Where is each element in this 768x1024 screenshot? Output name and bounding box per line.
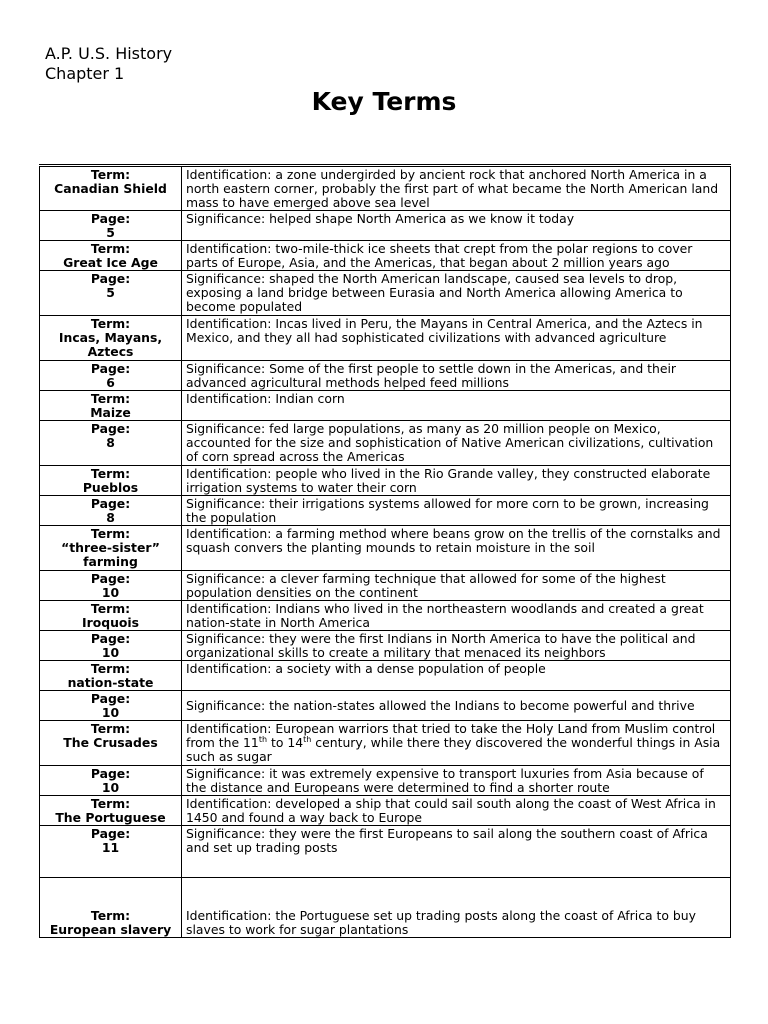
table-row xyxy=(40,166,731,211)
cell-label: Page: xyxy=(90,496,131,511)
table-row xyxy=(40,601,731,631)
cell-label: Page: xyxy=(90,691,131,706)
identification-cell: Identification: Indians who lived in the northeastern woodlands and created a great nation-state in North America xyxy=(182,601,731,631)
table-row xyxy=(40,796,731,826)
superscript: th xyxy=(258,734,268,744)
table-row xyxy=(40,691,731,721)
cell-text: to 14 xyxy=(267,735,304,750)
cell-value: 10 xyxy=(101,780,120,795)
cell-label: Term: xyxy=(90,661,131,676)
significance-cell xyxy=(182,691,731,721)
table-row xyxy=(40,271,731,316)
cell-label: Term: xyxy=(90,908,131,923)
identification-cell: Identification: the Portuguese set up trading posts along the coast of Africa to buy slaves to work for sugar plantations xyxy=(182,878,731,938)
table-row xyxy=(40,211,731,241)
significance-cell: Significance: it was extremely expensive to transport luxuries from Asia because of the distance and Europeans were determined to find a shorter route xyxy=(182,766,731,796)
cell-label: Page: xyxy=(90,421,131,436)
identification-cell: Identification: two-mile-thick ice sheets that crept from the polar regions to cover parts of Europe, Asia, and the Americas, that began about 2 million years ago xyxy=(182,241,731,271)
cell-label: Page: xyxy=(90,826,131,841)
table-row xyxy=(40,721,731,766)
cell-label: Term: xyxy=(90,316,131,331)
chapter-label: Chapter 1 xyxy=(45,64,125,83)
term-cell xyxy=(40,166,182,211)
significance-cell: Significance: they were the first Europeans to sail along the southern coast of Africa and set up trading posts xyxy=(182,826,731,878)
cell-text: century, while there they discovered the wonderful things in Asia such as sugar xyxy=(186,735,721,764)
term-cell xyxy=(40,391,182,421)
cell-label: Page: xyxy=(90,211,131,226)
cell-value: European slavery xyxy=(49,922,172,937)
cell-label: Page: xyxy=(90,766,131,781)
significance-cell: Significance: a clever farming technique that allowed for some of the highest population densities on the continent xyxy=(182,571,731,601)
page-cell xyxy=(40,826,182,878)
cell-label: Page: xyxy=(90,631,131,646)
table-row xyxy=(40,631,731,661)
significance-cell: Significance: they were the first Indians in North America to have the political and organizational skills to create a military that menaced its neighbors xyxy=(182,631,731,661)
table-row xyxy=(40,361,731,391)
cell-value: nation-state xyxy=(67,675,154,690)
superscript: th xyxy=(303,734,312,744)
cell-label: Term: xyxy=(90,241,131,256)
page-cell xyxy=(40,691,182,721)
cell-value: 10 xyxy=(101,585,120,600)
cell-value: 5 xyxy=(106,225,115,240)
term-cell xyxy=(40,241,182,271)
cell-label: Term: xyxy=(90,721,131,736)
significance-cell: Significance: helped shape North America as we know it today xyxy=(182,211,731,241)
cell-value: 11 xyxy=(101,840,120,855)
significance-cell: Significance: fed large populations, as many as 20 million people on Mexico, accounted for the size and sophistication of Native American civilizations, cultivation of corn spread across the Americas xyxy=(182,421,731,466)
page-cell xyxy=(40,421,182,466)
term-cell xyxy=(40,316,182,361)
cell-text: Significance: the nation-states allowed the Indians to become powerful and thrive xyxy=(186,698,695,713)
cell-value: 5 xyxy=(106,285,115,300)
table-row xyxy=(40,466,731,496)
cell-label: Page: xyxy=(90,571,131,586)
significance-cell: Significance: shaped the North American landscape, caused sea levels to drop, exposing a land bridge between Eurasia and North America allowing America to become populated xyxy=(182,271,731,316)
cell-value: The Crusades xyxy=(63,735,158,750)
significance-cell: Significance: Some of the first people to settle down in the Americas, and their advanced agricultural methods helped feed millions xyxy=(182,361,731,391)
term-cell xyxy=(40,661,182,691)
term-cell xyxy=(40,878,182,938)
table-row xyxy=(40,766,731,796)
table-row xyxy=(40,316,731,361)
identification-cell xyxy=(182,721,731,766)
cell-value: 10 xyxy=(101,705,120,720)
identification-cell: Identification: Incas lived in Peru, the Mayans in Central America, and the Aztecs in Mexico, and they all had sophisticated civilizations with advanced agriculture xyxy=(182,316,731,361)
cell-value: 10 xyxy=(101,645,120,660)
page-cell xyxy=(40,271,182,316)
table-row xyxy=(40,496,731,526)
term-cell xyxy=(40,466,182,496)
key-terms-table xyxy=(39,164,731,938)
identification-cell: Identification: a farming method where beans grow on the trellis of the cornstalks and squash convers the planting mounds to retain moisture in the soil xyxy=(182,526,731,571)
cell-value: 8 xyxy=(106,510,115,525)
cell-value: 8 xyxy=(106,435,115,450)
term-cell xyxy=(40,526,182,571)
cell-value: Iroquois xyxy=(81,615,140,630)
cell-label: Term: xyxy=(90,466,131,481)
document-header xyxy=(45,44,172,84)
cell-value: Canadian Shield xyxy=(54,181,167,196)
cell-label: Term: xyxy=(90,601,131,616)
table-row xyxy=(40,826,731,878)
course-name: A.P. U.S. History xyxy=(45,44,173,63)
identification-cell: Identification: people who lived in the Rio Grande valley, they constructed elaborate irrigation systems to water their corn xyxy=(182,466,731,496)
identification-cell: Identification: a society with a dense population of people xyxy=(182,661,731,691)
cell-value: Maize xyxy=(90,405,131,420)
page-cell xyxy=(40,631,182,661)
cell-value: Great Ice Age xyxy=(63,255,158,270)
page-cell xyxy=(40,571,182,601)
identification-cell: Identification: developed a ship that could sail south along the coast of West Africa in 1450 and found a way back to Europe xyxy=(182,796,731,826)
significance-cell: Significance: their irrigations systems allowed for more corn to be grown, increasing the population xyxy=(182,496,731,526)
cell-label: Term: xyxy=(90,391,131,406)
cell-label: Page: xyxy=(90,361,131,376)
identification-cell: Identification: a zone undergirded by ancient rock that anchored North America in a north eastern corner, probably the first part of what became the North American land mass to have emerged above sea level xyxy=(182,166,731,211)
cell-value: Incas, Mayans, Aztecs xyxy=(58,330,163,359)
page-cell xyxy=(40,211,182,241)
cell-value: Pueblos xyxy=(82,480,139,495)
cell-value: 6 xyxy=(106,375,115,390)
table-row xyxy=(40,571,731,601)
term-cell xyxy=(40,796,182,826)
table-row xyxy=(40,526,731,571)
table-row xyxy=(40,878,731,938)
table-row xyxy=(40,661,731,691)
cell-label: Term: xyxy=(90,526,131,541)
cell-label: Term: xyxy=(90,167,131,182)
page-cell xyxy=(40,766,182,796)
term-cell xyxy=(40,721,182,766)
table-row xyxy=(40,421,731,466)
page-cell xyxy=(40,361,182,391)
cell-label: Page: xyxy=(90,271,131,286)
identification-cell: Identification: Indian corn xyxy=(182,391,731,421)
page-title: Key Terms xyxy=(311,87,457,116)
table-row xyxy=(40,241,731,271)
table-row xyxy=(40,391,731,421)
cell-value: The Portuguese xyxy=(55,810,166,825)
cell-text: Identification: European warriors that tried to take the Holy Land from Muslim control from the 11 xyxy=(186,721,716,750)
cell-label: Term: xyxy=(90,796,131,811)
page-cell xyxy=(40,496,182,526)
term-cell xyxy=(40,601,182,631)
cell-value: “three-sister” farming xyxy=(61,540,160,569)
